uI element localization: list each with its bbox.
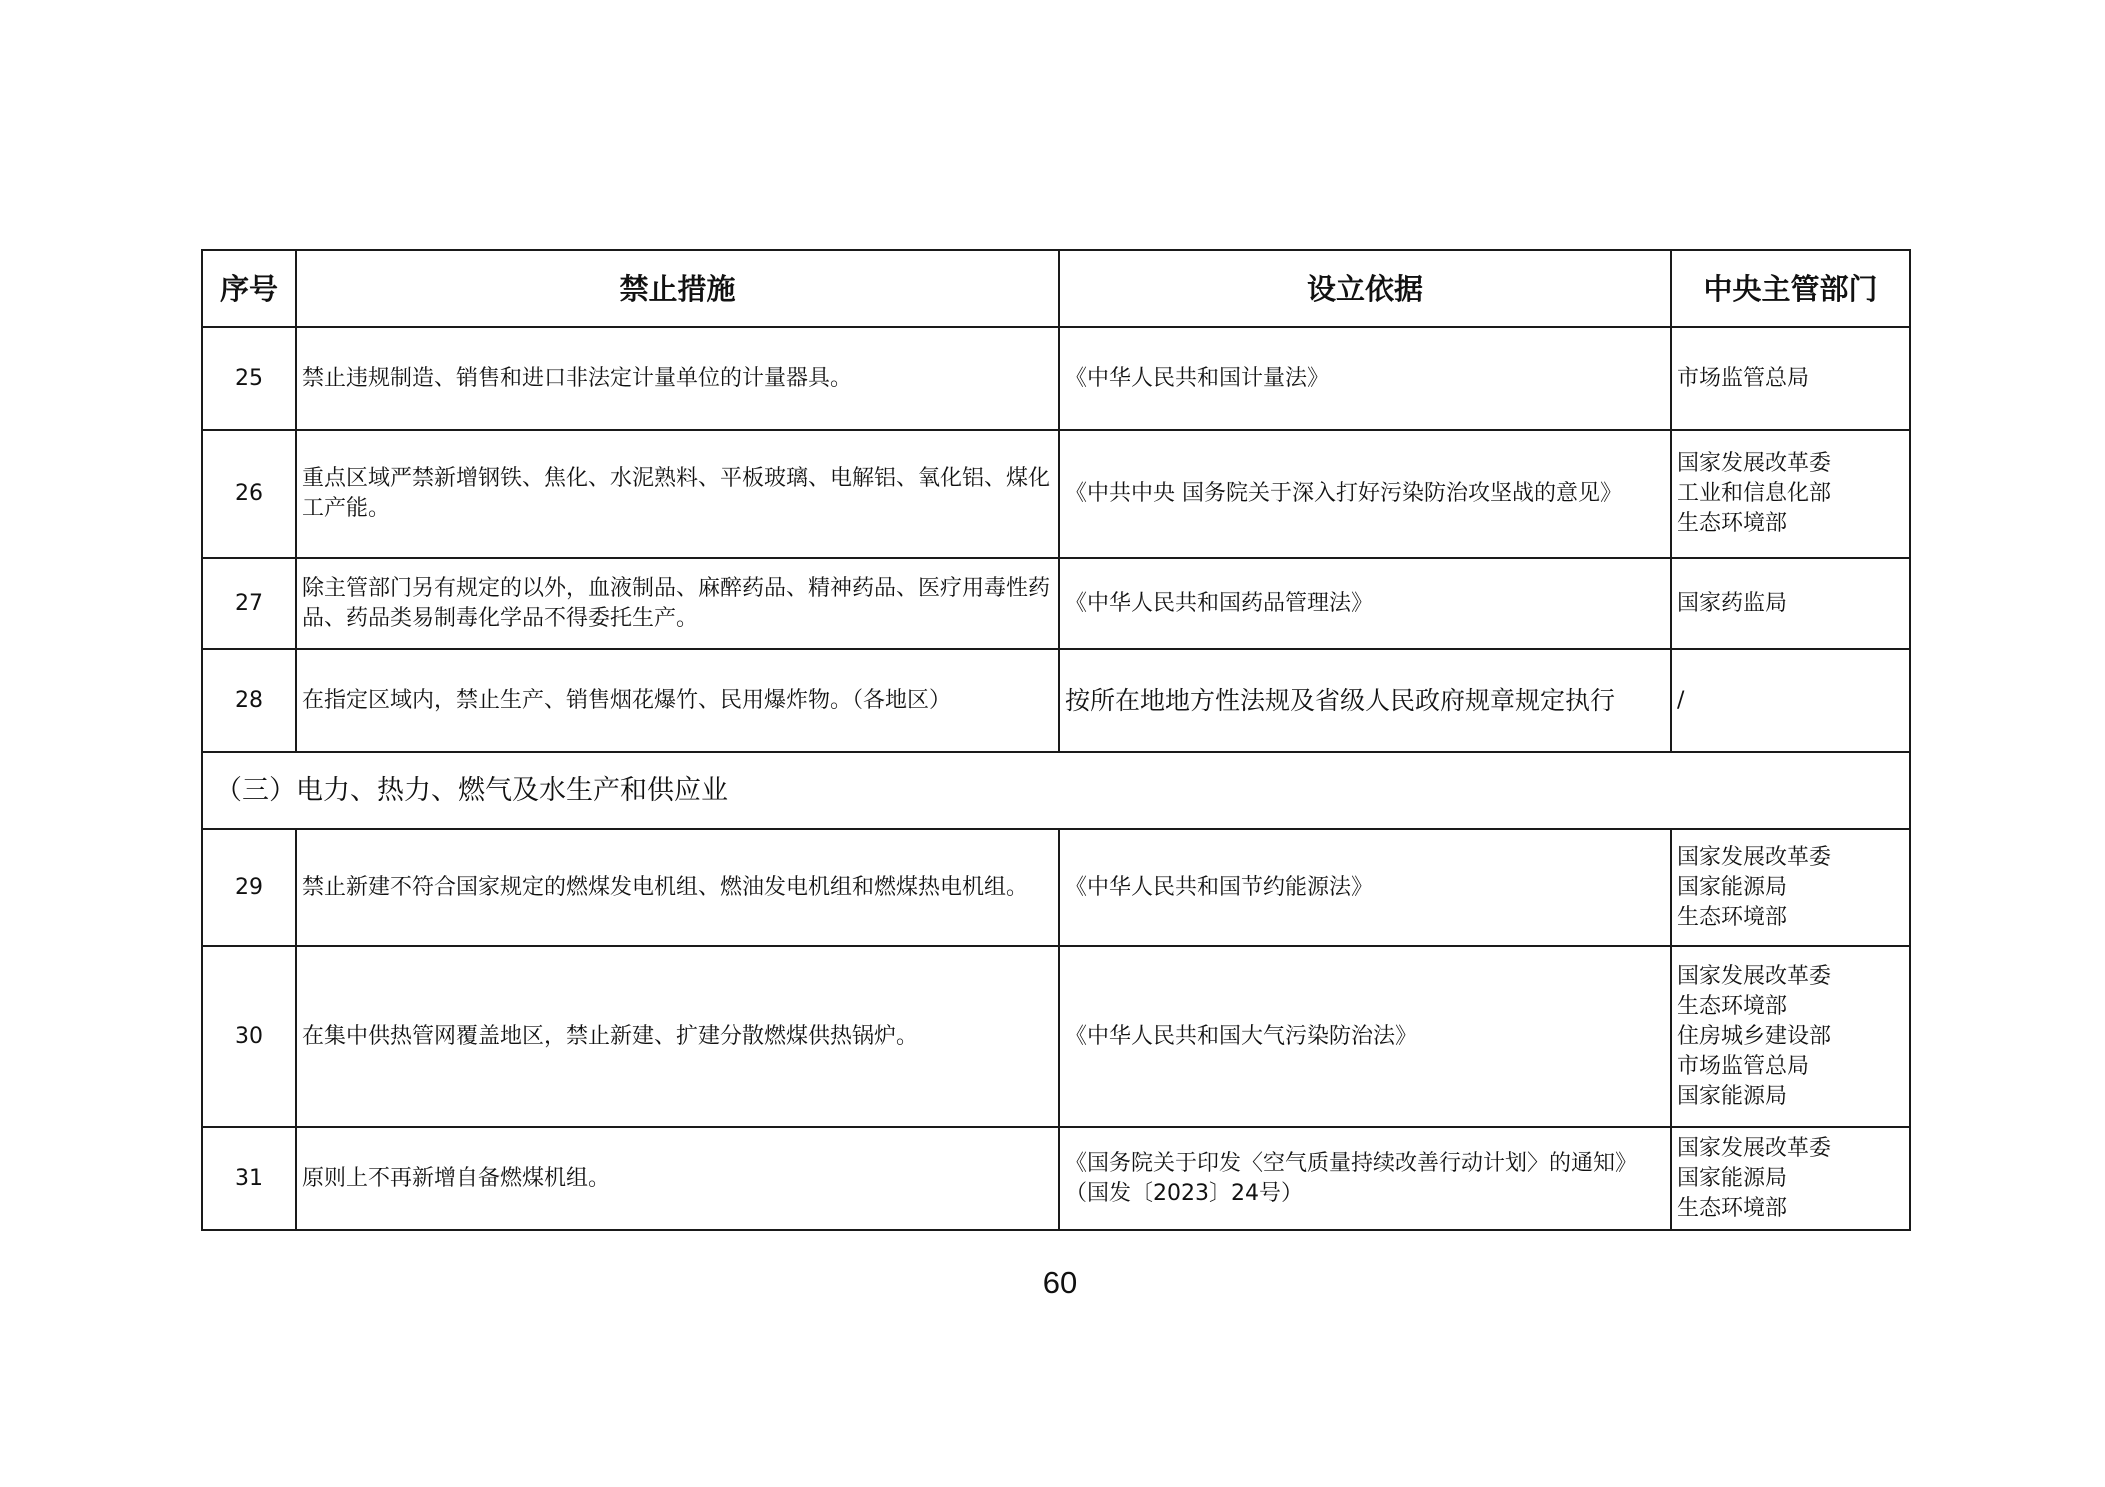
- header-dept: 中央主管部门: [1671, 250, 1910, 327]
- row-measure: 禁止违规制造、销售和进口非法定计量单位的计量器具。: [296, 327, 1059, 430]
- prohibition-table: [201, 249, 1911, 1231]
- header-basis: 设立依据: [1059, 250, 1671, 327]
- dept-item: 国家发展改革委: [1677, 844, 1832, 870]
- dept-item: 生态环境部: [1677, 1195, 1788, 1221]
- dept-item: 生态环境部: [1677, 993, 1788, 1019]
- section-title: （三）电力、热力、燃气及水生产和供应业: [202, 752, 1910, 829]
- row-basis: 按所在地地方性法规及省级人民政府规章规定执行: [1059, 649, 1671, 752]
- row-dept: [1671, 430, 1910, 558]
- dept-item: 生态环境部: [1677, 904, 1788, 930]
- row-no: 25: [202, 327, 296, 430]
- dept-item: 工业和信息化部: [1677, 481, 1832, 506]
- row-dept: [1671, 1127, 1910, 1230]
- table-row: [202, 558, 1910, 649]
- row-measure: 禁止新建不符合国家规定的燃煤发电机组、燃油发电机组和燃煤热电机组。: [296, 829, 1059, 946]
- dept-item: 住房城乡建设部: [1677, 1023, 1832, 1049]
- dept-item: 国家能源局: [1677, 874, 1788, 900]
- table-row: [202, 327, 1910, 430]
- row-dept: [1671, 649, 1910, 752]
- dept-item: /: [1677, 687, 1685, 713]
- section-row: [202, 752, 1910, 829]
- table-header-row: [202, 250, 1910, 327]
- dept-item: 国家药监局: [1677, 590, 1788, 616]
- row-no: 28: [202, 649, 296, 752]
- row-measure: 除主管部门另有规定的以外，血液制品、麻醉药品、精神药品、医疗用毒性药品、药品类易制毒化学品不得委托生产。: [296, 558, 1059, 649]
- row-dept: [1671, 946, 1910, 1127]
- row-dept: [1671, 558, 1910, 649]
- table-row: [202, 430, 1910, 558]
- dept-item: 国家能源局: [1677, 1165, 1788, 1191]
- dept-item: 国家发展改革委: [1677, 1135, 1832, 1161]
- row-basis: 《国务院关于印发〈空气质量持续改善行动计划〉的通知》（国发〔2023〕24号）: [1059, 1127, 1671, 1230]
- row-measure: 在集中供热管网覆盖地区，禁止新建、扩建分散燃煤供热锅炉。: [296, 946, 1059, 1127]
- dept-item: 国家发展改革委: [1677, 963, 1832, 989]
- row-no: 29: [202, 829, 296, 946]
- row-basis: 《中共中央 国务院关于深入打好污染防治攻坚战的意见》: [1059, 430, 1671, 558]
- row-measure: 重点区域严禁新增钢铁、焦化、水泥熟料、平板玻璃、电解铝、氧化铝、煤化工产能。: [296, 430, 1059, 558]
- row-basis: 《中华人民共和国节约能源法》: [1059, 829, 1671, 946]
- row-measure: 在指定区域内，禁止生产、销售烟花爆竹、民用爆炸物。（各地区）: [296, 649, 1059, 752]
- row-no: 30: [202, 946, 296, 1127]
- dept-item: 生态环境部: [1677, 511, 1788, 536]
- dept-item: 国家能源局: [1677, 1083, 1788, 1109]
- table-row: [202, 1127, 1910, 1230]
- header-measure: 禁止措施: [296, 250, 1059, 327]
- row-basis: 《中华人民共和国计量法》: [1059, 327, 1671, 430]
- row-no: 31: [202, 1127, 296, 1230]
- row-basis: 《中华人民共和国药品管理法》: [1059, 558, 1671, 649]
- header-no: 序号: [202, 250, 296, 327]
- table-row: [202, 946, 1910, 1127]
- table-row: [202, 649, 1910, 752]
- dept-item: 市场监管总局: [1677, 1053, 1810, 1079]
- row-no: 26: [202, 430, 296, 558]
- page-number: 60: [1042, 1265, 1078, 1300]
- row-measure: 原则上不再新增自备燃煤机组。: [296, 1127, 1059, 1230]
- dept-item: 市场监管总局: [1677, 365, 1810, 391]
- row-dept: [1671, 829, 1910, 946]
- row-no: 27: [202, 558, 296, 649]
- table-row: [202, 829, 1910, 946]
- row-dept: [1671, 327, 1910, 430]
- row-basis: 《中华人民共和国大气污染防治法》: [1059, 946, 1671, 1127]
- dept-item: 国家发展改革委: [1677, 451, 1832, 476]
